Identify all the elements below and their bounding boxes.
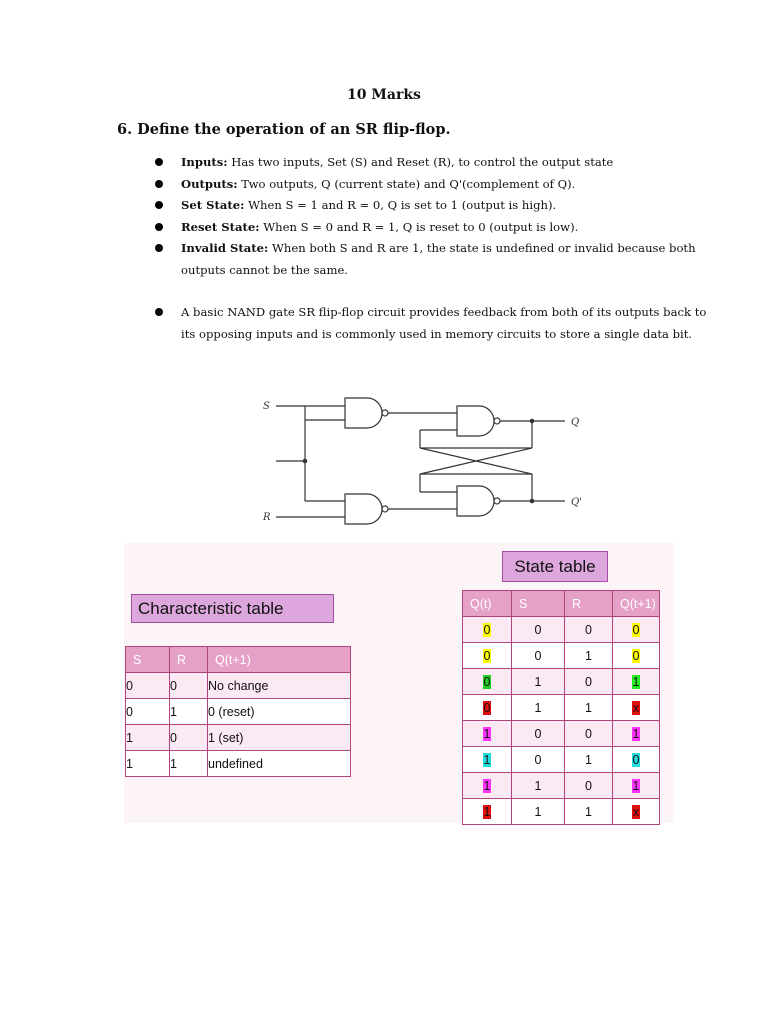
table-cell: 0: [126, 673, 170, 699]
highlighted-cell: 1: [632, 778, 640, 793]
definition: When S = 1 and R = 0, Q is set to 1 (output is high).: [244, 198, 557, 212]
highlighted-cell: 1: [483, 804, 491, 819]
output-q-label: Q: [571, 417, 580, 428]
table-cell: 0: [565, 721, 613, 747]
table-header-row: [126, 647, 351, 673]
column-header: Q(t): [463, 591, 512, 617]
table-row: [463, 643, 660, 669]
table-cell: undefined: [208, 751, 351, 777]
table-cell: 0: [170, 673, 208, 699]
characteristic-table: [125, 646, 351, 777]
term: Reset State:: [181, 219, 260, 234]
term: Invalid State:: [181, 241, 269, 255]
table-cell: 1: [565, 695, 613, 721]
highlighted-cell: 1: [483, 726, 491, 741]
question-title: 6. Define the operation of an SR flip-flop.: [117, 121, 451, 138]
highlighted-cell: x: [632, 804, 640, 819]
highlighted-cell: 0: [632, 752, 640, 767]
table-cell: 0: [565, 669, 613, 695]
table-cell: 1: [126, 751, 170, 777]
list-item: [155, 217, 715, 239]
marks-heading: 10 Marks: [347, 87, 421, 103]
list-item: [155, 195, 715, 217]
table-cell: 1 (set): [208, 725, 351, 751]
table-cell: 0: [565, 617, 613, 643]
table-cell: 1: [565, 747, 613, 773]
bullet-icon: [155, 201, 163, 209]
nand-gate-1: [345, 398, 382, 428]
list-item: [155, 174, 715, 196]
definition-list: [155, 152, 715, 345]
table-row: [463, 747, 660, 773]
bullet-icon: [155, 308, 163, 316]
table-row: [126, 751, 351, 777]
table-cell: 0: [126, 699, 170, 725]
table-row: [463, 617, 660, 643]
table-row: [126, 673, 351, 699]
sr-flip-flop-circuit: [255, 388, 615, 533]
characteristic-table-title: Characteristic table: [131, 594, 334, 623]
table-cell: 1: [565, 799, 613, 825]
bullet-icon: [155, 180, 163, 188]
column-header: Q(t+1): [613, 591, 660, 617]
highlighted-cell: 1: [632, 674, 640, 689]
table-row: [463, 669, 660, 695]
input-s-label: S: [263, 401, 270, 412]
table-row: [463, 773, 660, 799]
table-cell: 1: [512, 669, 565, 695]
list-item: [155, 152, 715, 174]
table-cell: 0: [565, 773, 613, 799]
table-cell: 0: [170, 725, 208, 751]
table-cell: No change: [208, 673, 351, 699]
term: Set State:: [181, 198, 245, 212]
term: Outputs:: [181, 176, 238, 191]
table-cell: 1: [565, 643, 613, 669]
column-header: Q(t+1): [208, 647, 351, 673]
table-cell: 1: [126, 725, 170, 751]
input-r-label: R: [263, 512, 271, 523]
highlighted-cell: 0: [483, 674, 491, 689]
table-row: [463, 695, 660, 721]
nand-gate-3: [457, 406, 494, 436]
highlighted-cell: 1: [483, 752, 491, 767]
definition: When both S and R are 1, the state is undefined or invalid because both outputs cannot be the same.: [181, 241, 696, 277]
definition: When S = 0 and R = 1, Q is reset to 0 (output is low).: [259, 219, 579, 234]
column-header: S: [126, 647, 170, 673]
table-cell: 0: [512, 721, 565, 747]
highlighted-cell: x: [632, 700, 640, 715]
table-cell: 1: [512, 773, 565, 799]
list-item: [155, 302, 715, 345]
note-text: A basic NAND gate SR flip-flop circuit provides feedback from both of its outputs back to its opposing inputs and is commonly used in memory circuits to store a single data bit.: [181, 305, 707, 341]
highlighted-cell: 0: [632, 648, 640, 663]
highlighted-cell: 0: [483, 648, 491, 663]
definition: Two outputs, Q (current state) and Q'(complement of Q).: [237, 176, 576, 191]
bullet-icon: [155, 223, 163, 231]
column-header: S: [512, 591, 565, 617]
bullet-icon: [155, 158, 163, 166]
highlighted-cell: 0: [632, 622, 640, 637]
bullet-icon: [155, 244, 163, 252]
table-cell: 0: [512, 747, 565, 773]
definition: Has two inputs, Set (S) and Reset (R), to control the output state: [227, 155, 614, 169]
table-cell: 1: [170, 699, 208, 725]
nand-gate-4: [457, 486, 494, 516]
table-row: [126, 725, 351, 751]
highlighted-cell: 0: [483, 700, 491, 715]
highlighted-cell: 0: [483, 622, 491, 637]
highlighted-cell: 1: [483, 778, 491, 793]
table-row: [126, 699, 351, 725]
table-cell: 1: [512, 695, 565, 721]
column-header: R: [565, 591, 613, 617]
nand-gate-2: [345, 494, 382, 524]
table-header-row: [463, 591, 660, 617]
column-header: R: [170, 647, 208, 673]
tables-panel: [124, 543, 674, 823]
table-cell: 1: [170, 751, 208, 777]
table-cell: 1: [512, 799, 565, 825]
table-row: [463, 721, 660, 747]
table-cell: 0 (reset): [208, 699, 351, 725]
table-row: [463, 799, 660, 825]
table-cell: 0: [512, 643, 565, 669]
table-cell: 0: [512, 617, 565, 643]
state-table: [462, 590, 660, 825]
state-table-title: State table: [502, 551, 608, 582]
output-qbar-label: Q': [571, 497, 582, 508]
list-item: [155, 238, 715, 281]
highlighted-cell: 1: [632, 726, 640, 741]
term: Inputs:: [181, 155, 228, 169]
